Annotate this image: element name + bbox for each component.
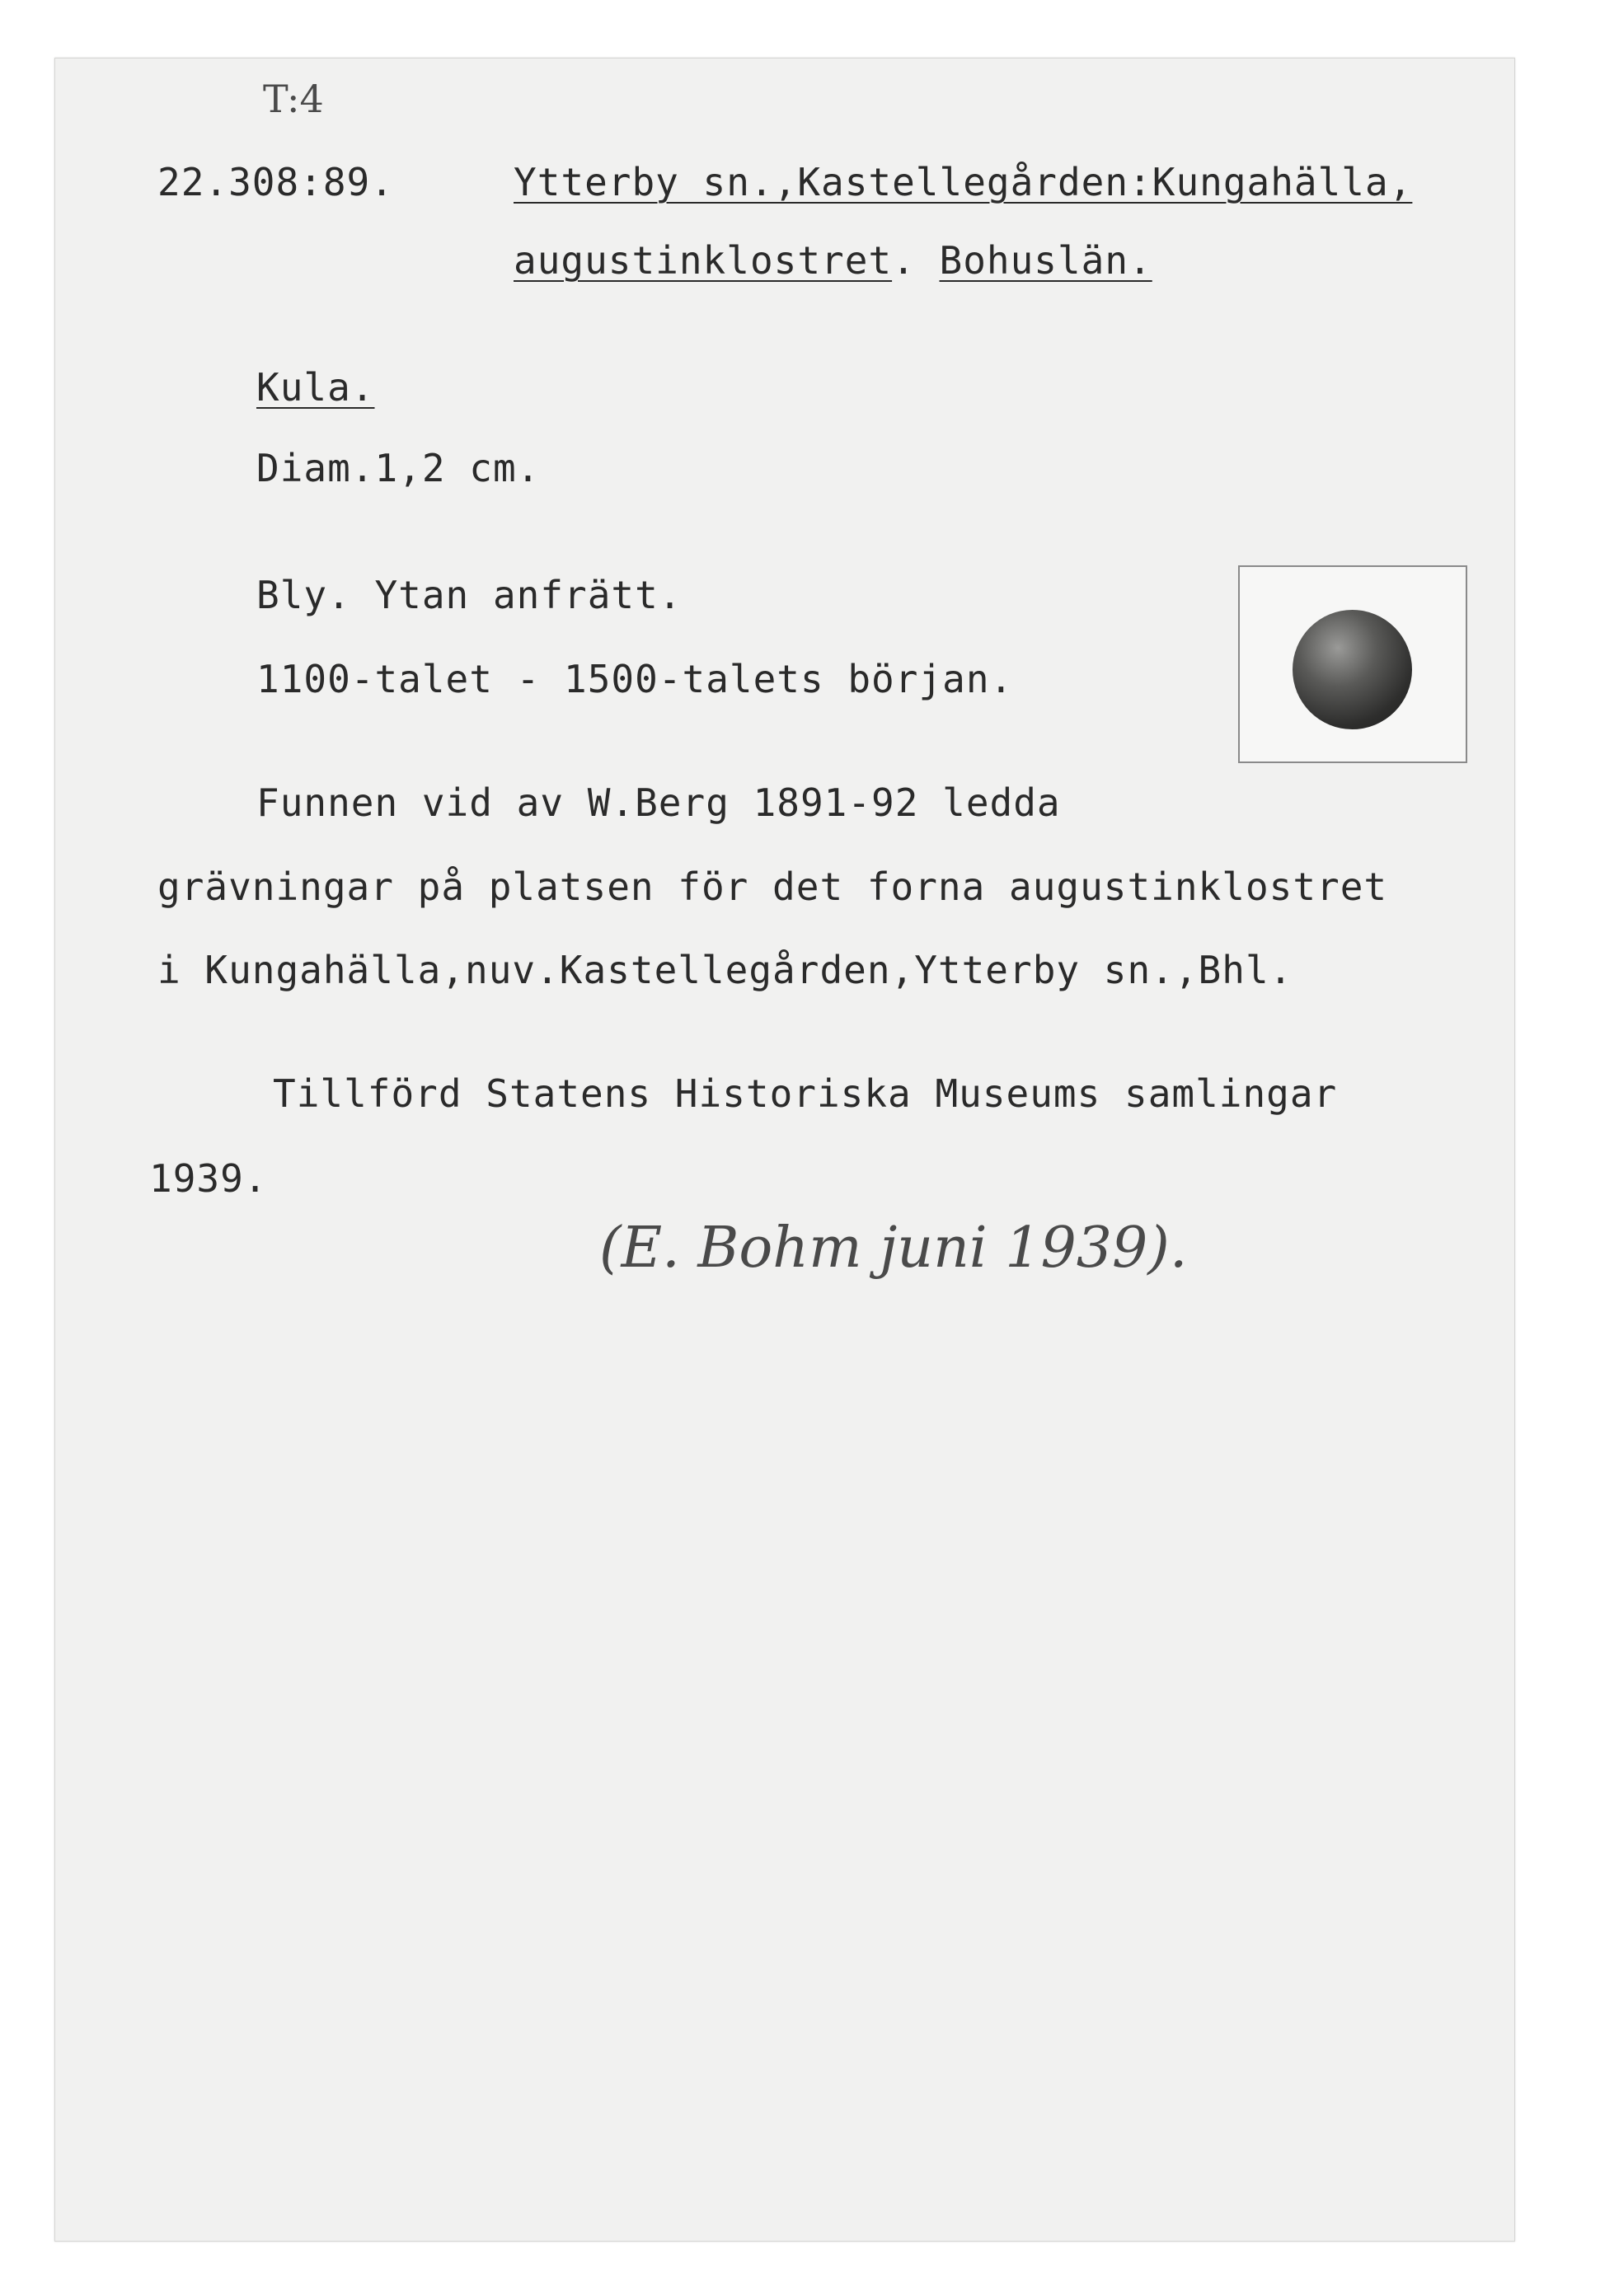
dating: 1100-talet - 1500-talets början. (256, 657, 1014, 701)
corner-note: T:4 (263, 77, 324, 121)
location-line-2-a: augustinklostret (514, 238, 893, 283)
catalog-card (54, 58, 1515, 2242)
acquisition-line-1: Tillförd Statens Historiska Museums samlingar (273, 1071, 1338, 1116)
location-line-2 (514, 238, 1152, 283)
handwritten-note: (E. Bohm juni 1939). (599, 1216, 1188, 1281)
material: Bly. Ytan anfrätt. (256, 573, 683, 617)
acquisition-line-2: 1939. (149, 1156, 268, 1201)
find-line-2: grävningar på platsen för det forna augustinklostret (157, 865, 1388, 909)
sphere-photo-icon (1293, 610, 1412, 729)
find-line-1: Funnen vid av W.Berg 1891-92 ledda (256, 780, 1061, 825)
find-line-3: i Kungahälla,nuv.Kastellegården,Ytterby sn.,Bhl. (157, 948, 1293, 992)
location-line-1: Ytterby sn.,Kastellegården:Kungahälla, (514, 160, 1413, 204)
object-name: Kula. (256, 365, 375, 410)
object-photograph (1238, 565, 1467, 763)
location-line-2-sep: . (892, 238, 940, 283)
catalog-number: 22.308:89. (157, 160, 394, 204)
dimensions: Diam.1,2 cm. (256, 446, 541, 490)
location-line-2-b: Bohuslän. (939, 238, 1152, 283)
